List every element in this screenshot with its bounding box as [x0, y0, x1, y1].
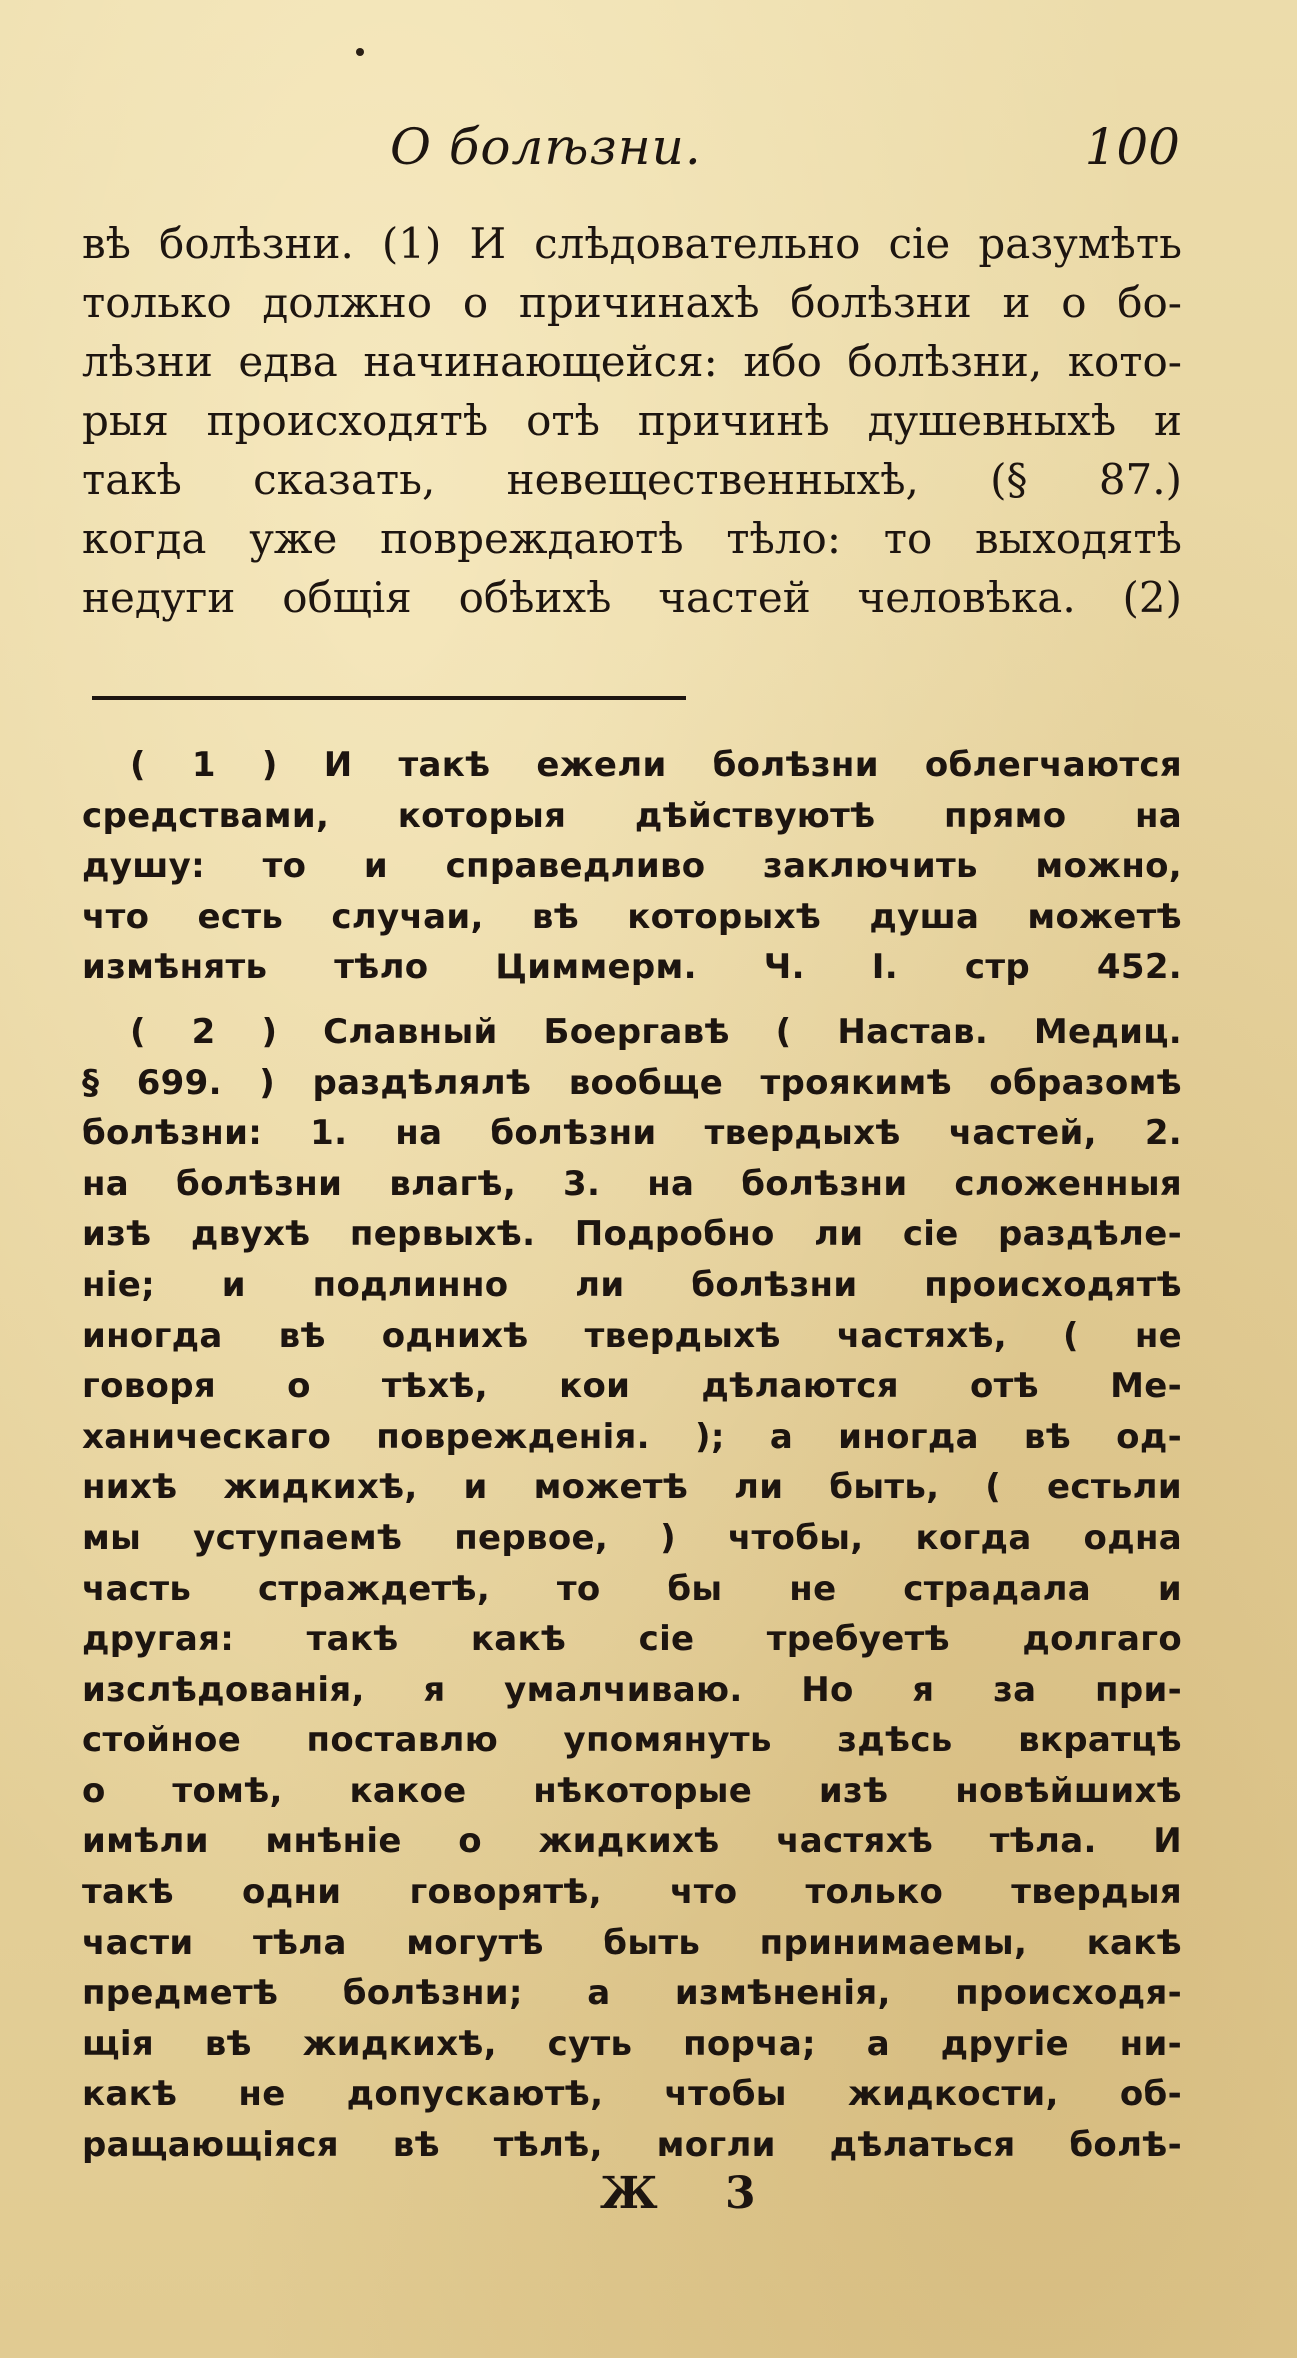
- footnote-line: измѣнять тѣло Циммерм. Ч. I. стр 452.: [82, 947, 1182, 988]
- footnote-line: имѣли мнѣніе о жидкихѣ частяхѣ тѣла. И: [82, 1821, 1182, 1862]
- footnote-line: стойное поставлю упомянуть здѣсь вкратцѣ: [82, 1720, 1182, 1761]
- footnote-line: болѣзни: 1. на болѣзни твердыхѣ частей, 2.: [82, 1113, 1182, 1154]
- page-number: 100: [1084, 118, 1180, 176]
- main-text: [82, 214, 1182, 627]
- footnote-line: щія вѣ жидкихѣ, суть порча; а другіе ни-: [82, 2023, 1182, 2064]
- footnote-line: средствами, которыя дѣйствуютѣ прямо на: [82, 795, 1182, 836]
- running-title: О болѣзни.: [390, 118, 702, 176]
- ink-dot: [356, 48, 364, 56]
- footnote-line: ніе; и подлинно ли болѣзни происходятѣ: [82, 1264, 1182, 1305]
- text-line: когда уже повреждаютѣ тѣло: то выходятѣ: [82, 514, 1182, 563]
- page-header: [90, 118, 1180, 188]
- footnote-1: [82, 740, 1182, 993]
- text-line: такѣ сказать, невещественныхѣ, (§ 87.): [82, 455, 1182, 504]
- footnote-line: о томѣ, какое нѣкоторые изѣ новѣйшихѣ: [82, 1770, 1182, 1811]
- footnote-line: мы уступаемѣ первое, ) чтобы, когда одна: [82, 1517, 1182, 1558]
- text-line: рыя происходятѣ отѣ причинѣ душевныхѣ и: [82, 396, 1182, 445]
- footnote-line: такѣ одни говорятѣ, что только твердыя: [82, 1872, 1182, 1913]
- text-line: только должно о причинахѣ болѣзни и о бо-: [82, 278, 1182, 327]
- printer-signature: Ж 3: [600, 2168, 782, 2219]
- footnote-line: предметѣ болѣзни; а измѣненія, происходя-: [82, 1973, 1182, 2014]
- footnote-line: ( 1 ) И такѣ ежели болѣзни облегчаются: [130, 745, 1182, 785]
- footnote-line: какѣ не допускаютѣ, чтобы жидкости, об-: [82, 2074, 1182, 2115]
- footnote-line: иногда вѣ однихѣ твердыхѣ частяхѣ, ( не: [82, 1315, 1182, 1356]
- footnotes: [82, 740, 1182, 2185]
- footnote-line: части тѣла могутѣ быть принимаемы, какѣ: [82, 1922, 1182, 1963]
- footnote-line: другая: такѣ какѣ сіе требуетѣ долгаго: [82, 1619, 1182, 1660]
- text-line: лѣзни едва начинающейся: ибо болѣзни, кото-: [82, 337, 1182, 386]
- footnote-line: ханическаго поврежденія. ); а иногда вѣ од-: [82, 1416, 1182, 1457]
- footnote-line: ( 2 ) Славный Боергавѣ ( Настав. Медиц.: [130, 1011, 1182, 1052]
- footnote-line: § 699. ) раздѣлялѣ вообще троякимѣ образомѣ: [82, 1062, 1182, 1103]
- footnote-separator: [92, 696, 686, 700]
- footnote-line: изслѣдованія, я умалчиваю. Но я за при-: [82, 1669, 1182, 1710]
- footnote-line: душу: то и справедливо заключить можно,: [82, 846, 1182, 887]
- text-line: вѣ болѣзни. (1) И слѣдовательно сіе разумѣть: [82, 219, 1182, 268]
- footnote-line: ращающіяся вѣ тѣлѣ, могли дѣлаться болѣ-: [82, 2125, 1182, 2166]
- footnote-2: [82, 1007, 1182, 2171]
- footnote-line: нихѣ жидкихѣ, и можетѣ ли быть, ( естьли: [82, 1467, 1182, 1508]
- footnote-line: говоря о тѣхѣ, кои дѣлаются отѣ Ме-: [82, 1366, 1182, 1407]
- footnote-line: изѣ двухѣ первыхѣ. Подробно ли сіе раздѣле-: [82, 1214, 1182, 1255]
- footnote-line: на болѣзни влагѣ, 3. на болѣзни сложенныя: [82, 1163, 1182, 1204]
- text-line: недуги общія обѣихѣ частей человѣка. (2): [82, 573, 1182, 622]
- footnote-line: часть страждетѣ, то бы не страдала и: [82, 1568, 1182, 1609]
- footnote-line: что есть случаи, вѣ которыхѣ душа можетѣ: [82, 896, 1182, 937]
